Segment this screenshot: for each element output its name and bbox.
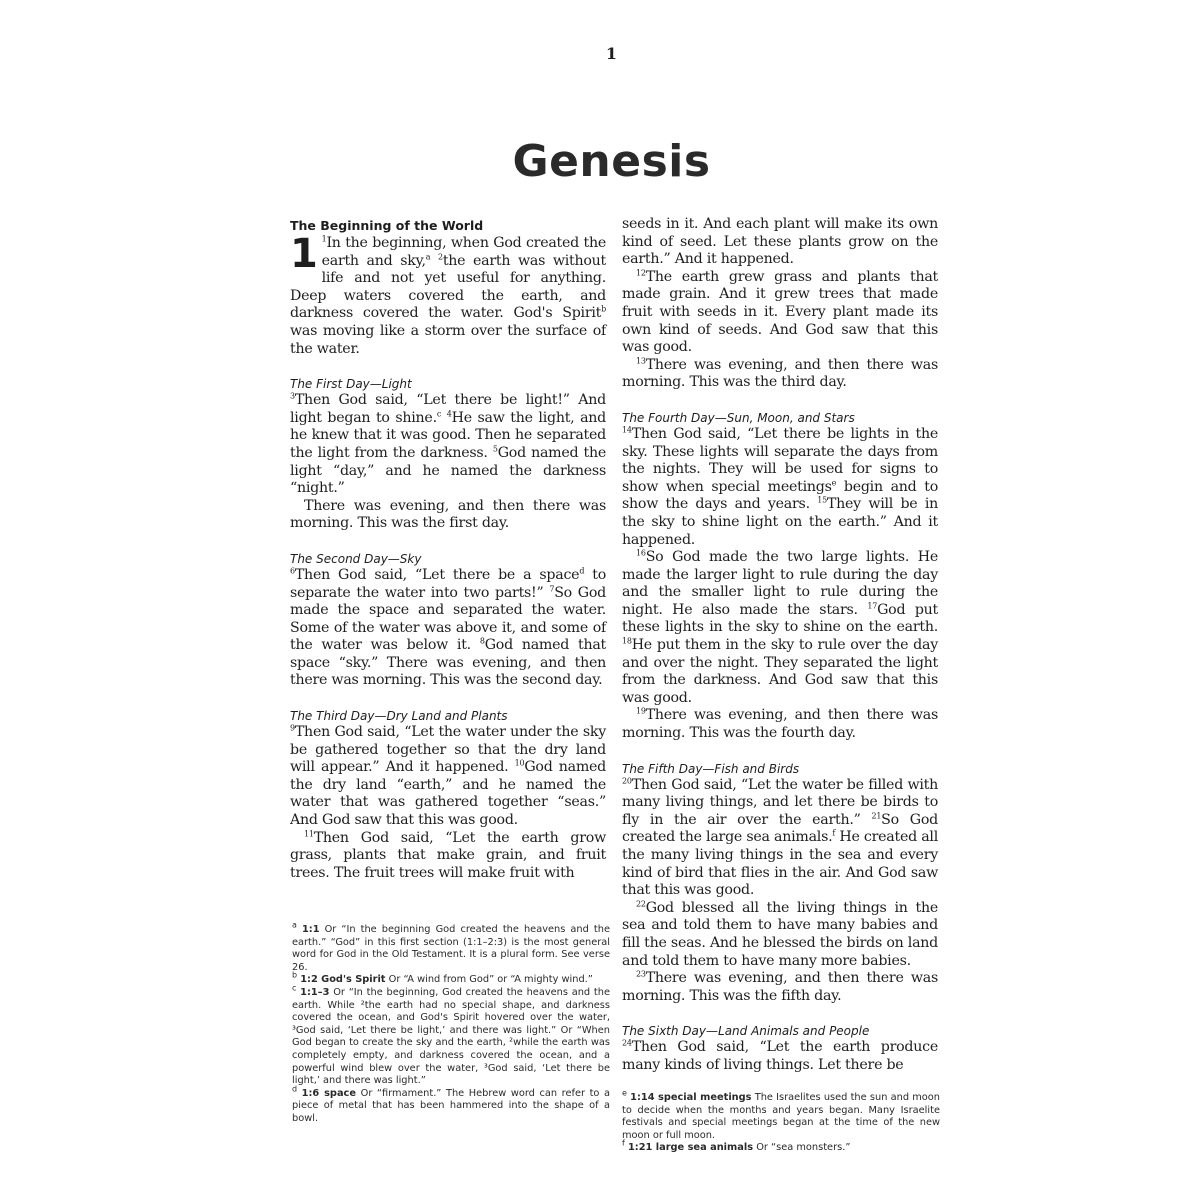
verse-text: Then God said, “Let the water under the sky be gathered together so that the dry land will appear.” And it happened.	[290, 724, 606, 776]
paragraph-verse-12	[622, 269, 938, 357]
footnote-ref: 1:6 space	[301, 1087, 357, 1099]
verse-text: God named that space “sky.” There was evening, and then there was morning. This was the second day.	[290, 637, 606, 689]
section-heading: The Third Day—Dry Land and Plants	[290, 709, 508, 724]
verse-number: 2	[437, 251, 443, 261]
paragraph-verses-1-2	[290, 231, 606, 358]
footnote	[292, 920, 610, 974]
footnote-text: Or “In the beginning, God created the heavens and the earth. While ²the earth had no special shape, and darkness covered the ocean, and God's Spirit hovered over the water, ³God said, ‘Let there be light,’ and there was light.” Or “When God began to create the sky and the earth, ²while the earth was completely empty, and darkness covered the ocean, and a powerful wind blew over the water, ³God said, ‘Let there be light,’ and there was light.”	[292, 986, 610, 1087]
section-heading: The Beginning of the World	[290, 218, 484, 233]
footnote-mark[interactable]: a	[425, 251, 431, 261]
verse-number: 12	[636, 268, 646, 278]
verse-text: He saw the light, and he knew that it was good. Then he separated the light from the darkness.	[290, 409, 606, 461]
paragraph-verses-16-18	[622, 549, 938, 707]
section-heading: The Sixth Day—Land Animals and People	[622, 1024, 870, 1039]
verse-text: So God made the space and separated the water. Some of the water was above it, and some of the water was below it.	[290, 584, 607, 654]
verse-number: 18	[622, 636, 632, 646]
verse-text: They will be in the sky to shine light on the earth.” And it happened.	[622, 496, 938, 548]
paragraph-continued: seeds in it. And each plant will make its own kind of seed. Let these plants grow on the earth.” And it happened.	[622, 216, 938, 268]
verse-number: 3	[290, 391, 295, 401]
verse-number: 8	[479, 636, 485, 646]
verse-text: God put these lights in the sky to shine on the earth.	[622, 601, 939, 636]
verse-text: So God created the large sea animals.	[622, 811, 938, 846]
footnote	[292, 983, 610, 1088]
verse-text: There was evening, and then there was morning. This was the fifth day.	[622, 970, 938, 1004]
verse-number: 14	[622, 425, 632, 435]
footnote-ref: 1:21 large sea animals	[627, 1142, 754, 1154]
verse-number: 5	[492, 444, 498, 454]
verse-number: 9	[290, 723, 295, 733]
paragraph-verses-20-21	[622, 777, 938, 900]
verse-text: God blessed all the living things in the sea and told them to have many babies and fill the seas. And he blessed the birds on land and told them to have many more babies.	[622, 899, 938, 969]
verse-text: There was evening, and then there was morning. This was the third day.	[622, 356, 938, 391]
footnote-mark[interactable]: b	[601, 304, 606, 314]
paragraph-verses-14-15	[622, 426, 938, 549]
verse-number: 21	[871, 811, 882, 821]
footnote-mark[interactable]: c	[436, 409, 442, 419]
footnote-text: Or “sea monsters.”	[756, 1142, 851, 1154]
page-number: 1	[605, 44, 618, 63]
verse-number: 23	[636, 969, 646, 979]
verse-text: He put them in the sky to rule over the day and over the night. They separated the light from the darkness. And God saw that this was good.	[622, 637, 938, 706]
book-title: Genesis	[512, 136, 711, 187]
verse-text: He created all the many living things in the sea and every kind of bird that flies in the air. And God saw that this was good.	[622, 829, 938, 899]
paragraph-verses-9-10	[290, 724, 606, 830]
footnote	[622, 1088, 940, 1142]
footnote-ref: 1:14 special meetings	[630, 1092, 752, 1103]
verse-number: 11	[304, 828, 314, 838]
paragraph-verses-3-5	[290, 392, 606, 498]
footnote-text: Or “In the beginning God created the heavens and the earth.” “God” in this first section (1:1–2:3) is the most general word for God in the Old Testament. It is a plural form. See verse 26.	[292, 924, 610, 973]
paragraph-verse-13	[622, 357, 938, 392]
verse-number: 10	[514, 758, 525, 768]
footnote-mark: d	[292, 1084, 298, 1094]
footnote	[292, 971, 610, 987]
footnote-mark[interactable]: d	[579, 566, 585, 576]
paragraph: There was evening, and then there was morning. This was the first day.	[290, 497, 606, 532]
verse-text: Then God said, “Let there be a space	[294, 566, 580, 583]
verse-number: 13	[636, 356, 646, 366]
footnote-ref: 1:1	[301, 924, 320, 935]
verse-number: 20	[622, 775, 632, 785]
section-heading: The Fourth Day—Sun, Moon, and Stars	[622, 410, 855, 425]
verse-number: 1	[321, 234, 327, 244]
verse-text: Then God said, “Let there be lights in the sky. These lights will separate the days from the nights. They will be used for signs to show when special meetings	[622, 425, 938, 495]
footnote-mark: c	[292, 983, 297, 993]
verse-number: 19	[636, 706, 646, 716]
footnote-ref: 1:2 God's Spirit	[300, 974, 386, 986]
verse-text: Then God said, “Let the earth grow grass, plants that make grain, and fruit trees. The fruit trees will make fruit with	[290, 829, 606, 881]
verse-number: 24	[622, 1038, 632, 1048]
verse-number: 7	[549, 583, 555, 593]
verse-number: 16	[636, 548, 646, 558]
verse-text: to separate the water into two parts!”	[290, 566, 607, 601]
verse-text: God named the light “day,” and he named the darkness “night.”	[290, 444, 606, 497]
section-heading: The Second Day—Sky	[290, 551, 422, 566]
footnotes-right	[622, 1088, 940, 1155]
verse-number: 17	[867, 601, 878, 611]
right-column	[622, 216, 938, 1075]
verse-text: the earth was without life and not yet useful for anything. Deep waters covered the earth, and darkness covered the water. God's Spirit	[290, 252, 606, 322]
footnote-mark[interactable]: f	[832, 828, 836, 838]
paragraph-verse-19	[622, 707, 938, 742]
footnote-mark: b	[292, 971, 298, 981]
paragraph-verses-6-8	[290, 567, 606, 690]
verse-text: Then God said, “Let the earth produce many kinds of living things. Let there be	[622, 1039, 938, 1073]
verse-text: There was evening, and then there was morning. This was the fourth day.	[622, 707, 938, 742]
verse-text: So God made the two large lights. He made the larger light to rule during the day and the smaller light to rule during the night. He also made the stars.	[622, 549, 938, 618]
footnotes-left	[292, 920, 610, 1126]
verse-number: 6	[290, 566, 295, 576]
paragraph-verse-11	[290, 830, 606, 883]
footnote-ref: 1:1–3	[300, 986, 330, 998]
verse-text: begin and to show the days and years.	[622, 478, 938, 513]
verse-text: was moving like a storm over the surface of the water.	[290, 322, 606, 357]
verse-text: In the beginning, when God created the earth and sky,	[321, 235, 606, 269]
verse-text: Then God said, “Let the water be filled with many living things, and let there be birds to fly in the air over the earth.”	[622, 776, 938, 828]
verse-number: 15	[817, 495, 827, 505]
footnote-text: The Israelites used the sun and moon to decide when the months and years began. Many Israelite festivals and special meetings began at the time of the new moon or full moon.	[622, 1092, 940, 1141]
verse-text: The earth grew grass and plants that made grain. And it grew trees that made fruit with seeds in it. Every plant made its own kind of seeds. And God saw that this was good.	[622, 268, 938, 356]
section-heading: The First Day—Light	[290, 377, 412, 392]
paragraph-verse-23	[622, 970, 938, 1005]
verse-text: God named the dry land “earth,” and he named the water that was gathered together “seas.” And God saw that this was good.	[290, 759, 606, 829]
verse-number: 22	[636, 899, 646, 909]
footnote-mark: e	[622, 1088, 627, 1098]
footnote-mark[interactable]: e	[831, 477, 837, 487]
footnote	[622, 1139, 940, 1155]
verse-number: 4	[446, 409, 452, 419]
verse-text: Then God said, “Let there be light!” And light began to shine.	[290, 392, 606, 426]
paragraph-verse-22	[622, 900, 938, 970]
section-heading: The Fifth Day—Fish and Birds	[622, 761, 800, 776]
footnote	[292, 1084, 610, 1126]
footnote-text: Or “firmament.” The Hebrew word can refer to a piece of metal that has been hammered into the shape of a bowl.	[292, 1087, 610, 1124]
paragraph-verse-24	[622, 1039, 938, 1074]
left-column	[290, 218, 606, 882]
footnote-text: Or “A wind from God” or “A mighty wind.”	[388, 974, 593, 986]
footnote-mark: f	[622, 1139, 625, 1149]
chapter-number: 1	[290, 231, 318, 277]
footnote-mark: a	[292, 920, 297, 930]
